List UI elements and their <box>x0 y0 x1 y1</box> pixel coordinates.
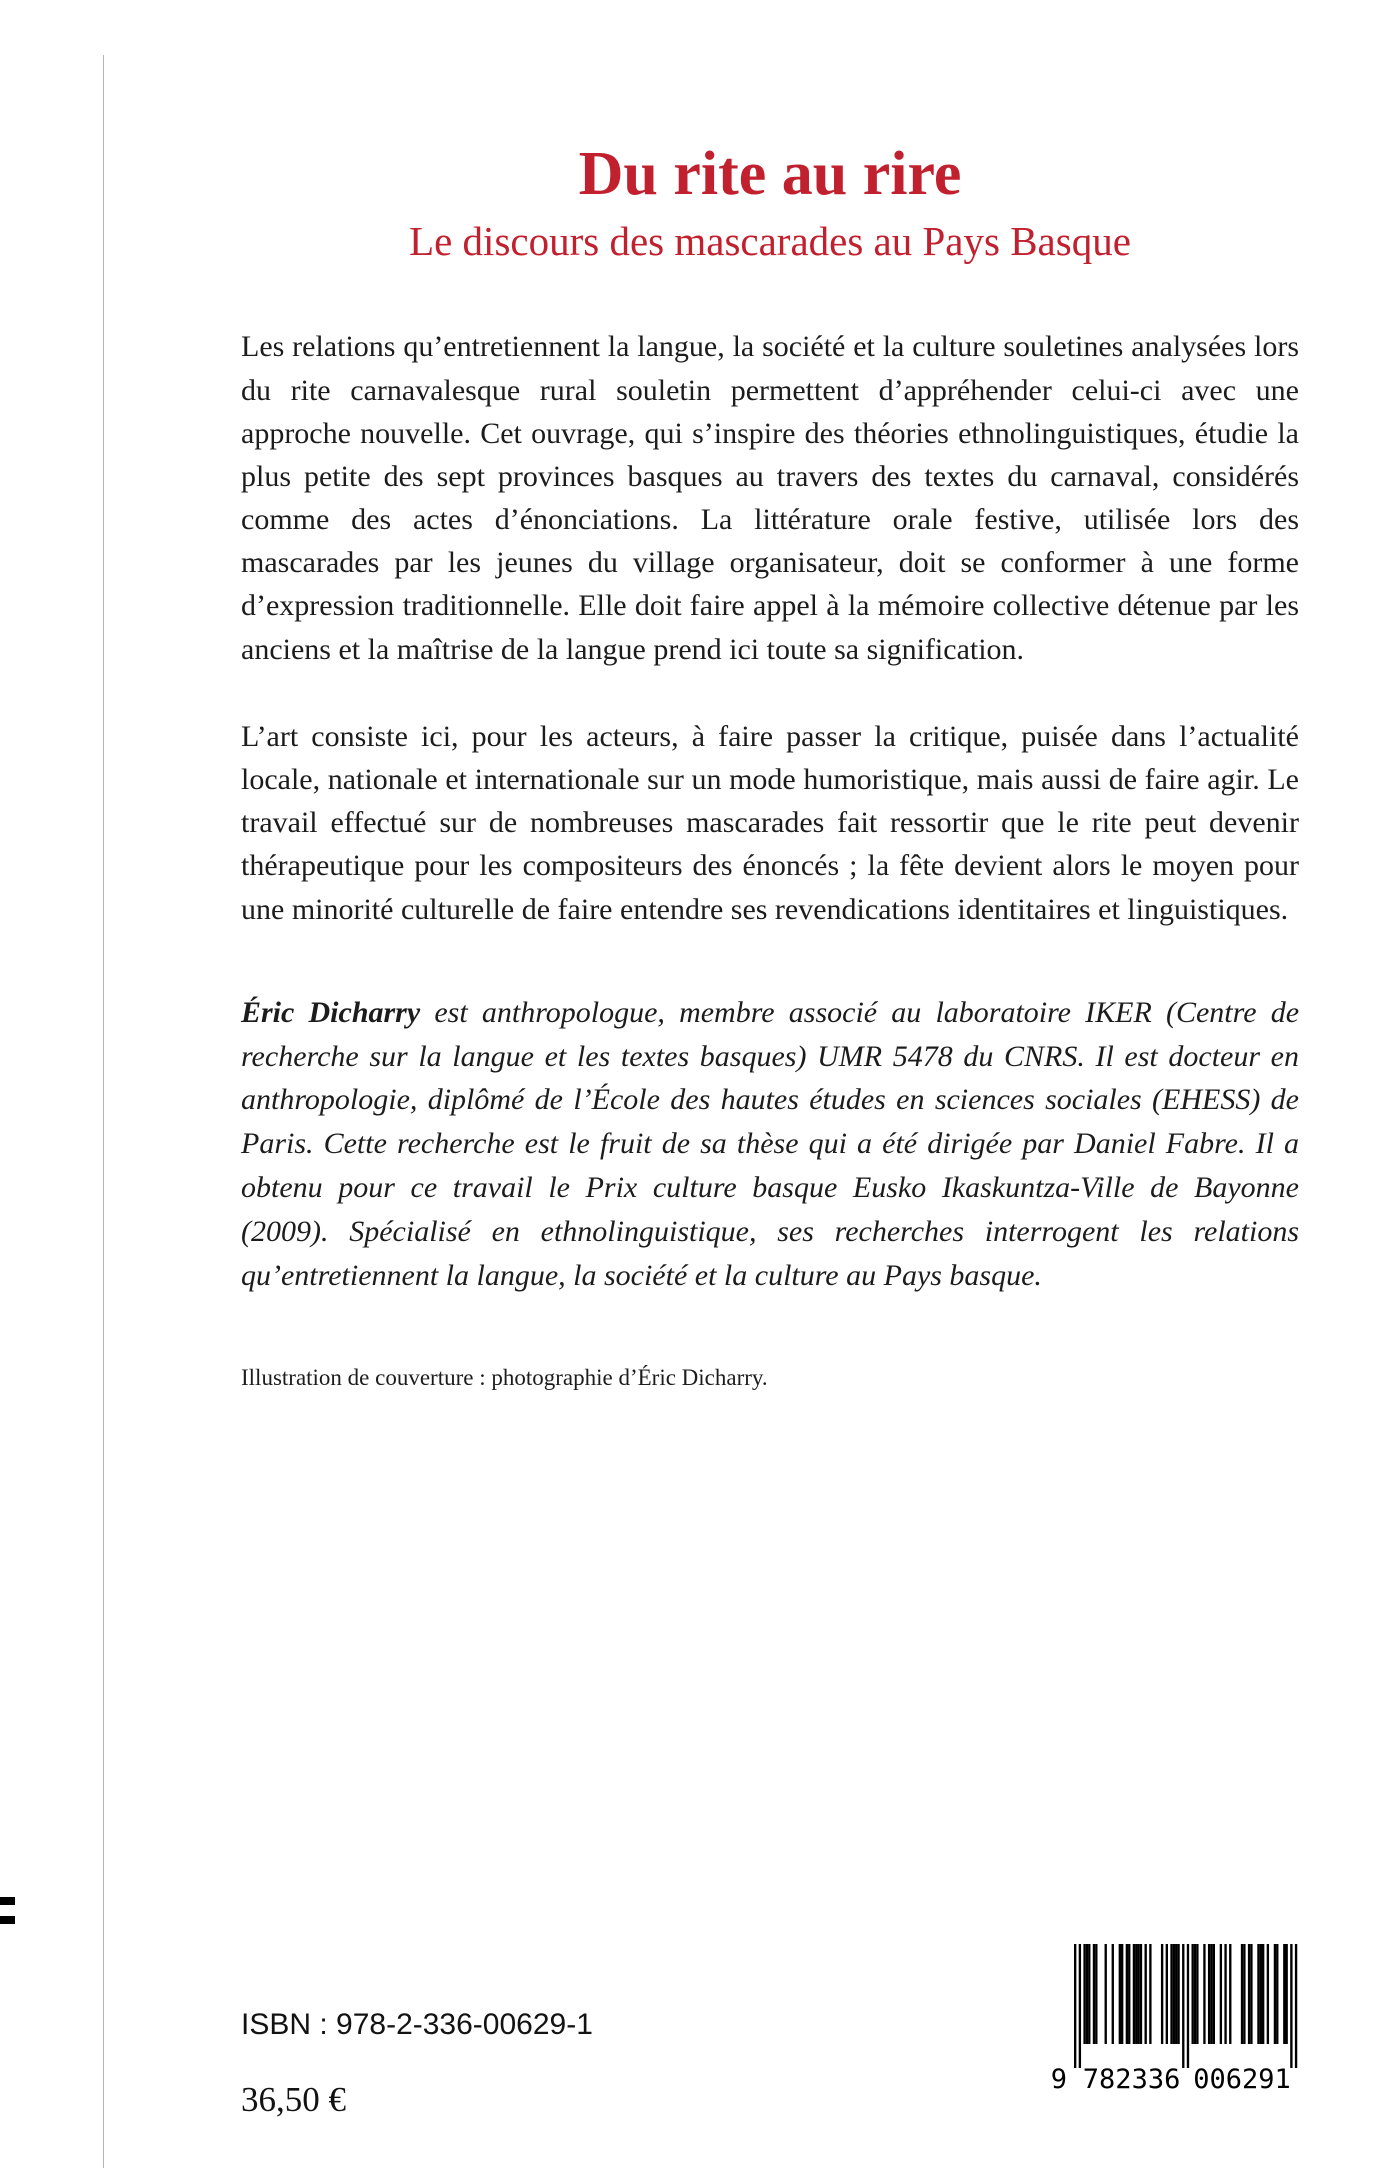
crop-mark <box>0 1916 15 1924</box>
author-bio-text: est anthropologue, membre associé au laboratoire IKER (Centre de recherche sur la langue et les textes basques) UMR 5478 du CNRS. Il est docteur en anthropologie, diplômé de l’École des hautes études en sciences sociales (EHESS) de Paris. Cette recherche est le fruit de sa thèse qui a été dirigée par Daniel Fabre. Il a obtenu pour ce travail le Prix culture basque Eusko Ikaskuntza-Ville de Bayonne (2009). Spécialisé en ethnolinguistique, ses recherches interrogent les relations qu’entretiennent la langue, la société et la culture au Pays basque. <box>241 995 1300 1292</box>
crop-mark <box>0 1897 15 1905</box>
author-name: Éric Dicharry <box>241 995 421 1029</box>
synopsis-paragraph-2: L’art consiste ici, pour les acteurs, à faire passer la critique, puisée dans l’actualité locale, nationale et internationale sur un mode humoristique, mais aussi de faire agir. Le travail effectué sur de nombreuses mascarades fait ressortir que le rite peut devenir thérapeutique pour les compositeurs des énoncés ; la fête devient alors le moyen pour une minorité culturelle de faire entendre ses revendications identitaires et linguistiques. <box>241 719 1299 926</box>
price-label: 36,50 € <box>241 2080 346 2119</box>
book-subtitle: Le discours des mascarades au Pays Basque <box>409 218 1131 265</box>
spine-fold-line <box>103 55 104 2168</box>
isbn-label: ISBN : 978-2-336-00629-1 <box>241 2008 593 2041</box>
svg-text:9: 9 <box>1050 2064 1067 2095</box>
book-title: Du rite au rire <box>578 140 962 208</box>
author-bio <box>241 991 1299 1298</box>
svg-text:006291: 006291 <box>1193 2064 1291 2095</box>
synopsis-paragraph-1: Les relations qu’entretiennent la langue, la société et la culture souletines analysées lors du rite carnavalesque rural souletin permettent d’appréhender celui-ci avec une approche nouvelle. Cet ouvrage, qui s’inspire des théories ethnolinguistiques, étudie la plus petite des sept provinces basques au travers des textes du carnaval, considérés comme des actes d’énonciations. La littérature orale festive, utilisée lors des mascarades par les jeunes du village organisateur, doit se conformer à une forme d’expression traditionnelle. Elle doit faire appel à la mémoire collective détenue par les anciens et la maîtrise de la langue prend ici toute sa signification. <box>241 330 1299 666</box>
cover-text-block <box>241 140 1299 1393</box>
cover-photo-credit: Illustration de couverture : photographie d’Éric Dicharry. <box>241 1365 768 1391</box>
ean13-barcode <box>1048 1938 1308 2100</box>
barcode-graphic <box>1048 1938 1306 2100</box>
svg-text:782336: 782336 <box>1082 2064 1181 2095</box>
